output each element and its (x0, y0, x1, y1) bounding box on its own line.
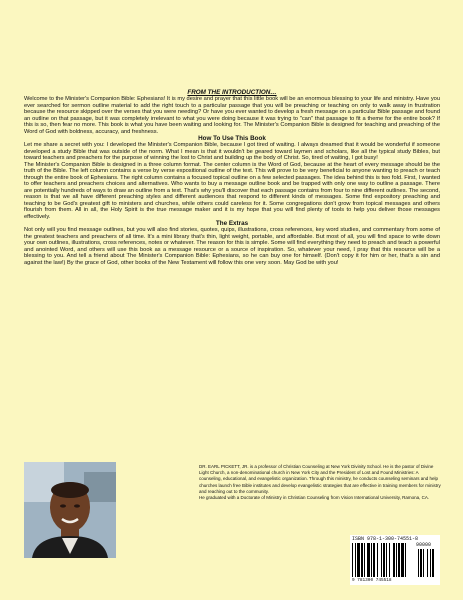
author-photo (24, 462, 116, 558)
extras-paragraph: Not only will you find message outlines, but you will also find stories, quotes, quips, illustrations, cross references, key word studies, and commentary from some of the greatest teachers and preachers of all time. It's a mini library that's thin, light weight, portable, and affordable. But most of all, you will find space to write down your own outlines, illustrations, cross references, notes or whatever. The reason for this is simple. Some will find everything they need to preach and teach a powerful and anointed Word, and others will use this book as a message resource or a source of inspiration. So, whatever your need, I pray that this resource will be a blessing to you. And tell a friend about The Minister's Companion Bible: Ephesians, so he can buy one for himself. (Don't copy it for him or her, that's a sin and against the law!) By the grace of God, other books of the New Testament will follow this one very soon. May God be with you! (24, 227, 440, 266)
intro-heading: FROM THE INTRODUCTION… (187, 89, 277, 96)
barcode-digits: 9 781300 745518 (352, 578, 392, 583)
intro-text-block (24, 89, 440, 266)
bio-paragraph-1: DR. EARL PICKETT, JR. is a professor of Christian Counseling at New York Divinity School. He is the pastor of Divine Light Church, a non-denominational church in New York City and the President of Lost and Found Ministries: A counseling, educational, and evangelistic organization. Through this ministry, he conducts counseling seminars and help churches launch free Bible institutes and develop evangelistic strategies that are effective in training members for ministry and reaching out to the community. (199, 464, 441, 494)
price-code: 90000 (416, 542, 432, 548)
howto-paragraph-2: The Minister's Companion Bible is designed in a three column format. The center column is the Word of God, because at the heart of every message should be the truth of the Bible. The left column contains a verse by verse expositional outline of the text. This will prove to be very beneficial to anyone wanting to preach or teach through the entire book of Ephesians. The right column contains a focused topical outline on a few selected passages. The idea behind this is two fold. First, I wanted to offer teachers and preachers choices and alternatives. Who wants to buy a message outline book and be trapped with only one way to outline a passage. There are potentially hundreds of ways to draw an outline from a text. That's why you'll discover that each passage contains from four to nine different outlines. The second, reason is that we all have different preaching styles and different audiences that respond to different kinds of messages. Some find expository preaching and teaching to be God's greatest gift to ministers and churches, while others could careless for it. Some congregations don't grow from topical messages and others flourish from them. All in all, the Holy Spirit is the true message maker and it is my hope that you will find plenty of tools to help you deliver those messages effectively. (24, 161, 440, 220)
barcode-bars (352, 543, 438, 578)
bio-paragraph-2: He graduated with a Doctorate of Ministry in Christian Counseling from Vision International University, Ramona, CA. (199, 495, 430, 501)
extras-heading: The Extras (215, 220, 249, 227)
howto-paragraph-1: Let me share a secret with you: I developed the Minister's Companion Bible, because I got tired of waiting. I always dreamed that it would be wonderful if someone developed a study Bible that was outside of the norm. What I mean is that it wouldn't be geared toward laymen and scholars, like all the typical study Bibles, but toward teachers and preachers for the purpose of winning the lost to Christ and building up the body of Christ. So, tired of waiting, I got busy! (24, 142, 440, 161)
author-portrait-image (24, 462, 116, 558)
isbn-barcode (350, 535, 440, 585)
isbn-label: ISBN 978-1-300-74551-8 (352, 536, 419, 542)
howto-heading: How To Use This Book (198, 135, 266, 142)
intro-paragraph: Welcome to the Minister's Companion Bible: Ephesians! It is my desire and prayer that this little book will be an enormous blessing to your life and ministry. Have you ever searched for sermon outline material to add the right touch to a particular passage that you will be preaching or teaching on only to walk away in frustration because the resource skipped over the verses that you were needing? Or have you ever wanted to develop a fresh message on a particular Bible passage and found an outline on that passage, but it was completely irrelevant to what you were doing because it was trying to "can" that passage to fit a theme for the entire book? If this is so, then fear no more. This book is what you have been waiting and looking for. The Minister's Companion Bible is designed for teaching and preaching of the Word of God with boldness, accuracy, and freshness. (24, 96, 440, 135)
author-bio (199, 464, 442, 501)
